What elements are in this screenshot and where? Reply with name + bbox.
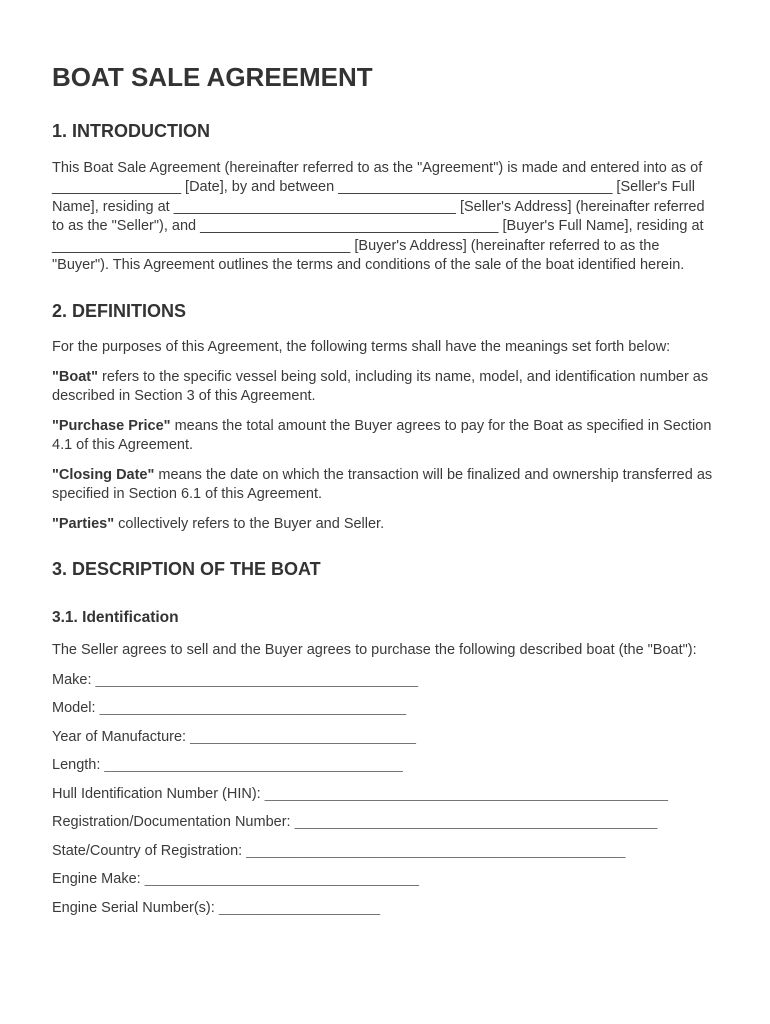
field-label: State/Country of Registration: <box>52 842 243 859</box>
field-row-engine-make <box>52 870 718 890</box>
definition-item-boat <box>52 368 718 407</box>
section-heading-description: 3. DESCRIPTION OF THE BOAT <box>52 559 321 580</box>
identification-lead: The Seller agrees to sell and the Buyer agrees to purchase the following described boat (the "Boat"): <box>52 642 697 659</box>
field-label: Model: <box>52 700 96 717</box>
field-label: Engine Serial Number(s): <box>52 899 215 916</box>
field-blank-line: _____________________________________ <box>104 757 403 774</box>
field-blank-line: __________________________________ <box>144 871 419 888</box>
field-row-hin <box>52 785 718 805</box>
document-title: BOAT SALE AGREEMENT <box>52 62 373 92</box>
definition-text: collectively refers to the Buyer and Seller. <box>118 515 385 532</box>
field-row-model <box>52 699 718 719</box>
field-blank-line: ____________________ <box>218 899 381 916</box>
definition-term: "Boat" <box>52 368 98 385</box>
definition-item-closing-date <box>52 466 718 505</box>
definitions-lead: For the purposes of this Agreement, the following terms shall have the meanings set forth below: <box>52 339 671 356</box>
field-blank-line: ______________________________________ <box>99 700 407 717</box>
introduction-paragraph: This Boat Sale Agreement (hereinafter referred to as the "Agreement") is made and entered into as of ________________ [Date], by and between __________________________________ [Seller's Full Name], residing at ___________________________________ [Seller's Address] (hereinafter referred to as the "Seller"), and _____________________________________ [Buyer's Full Name], residing at _____________________________________ [Buyer's Address] (hereinafter referred to as the "Buyer"). This Agreement outlines the terms and conditions of the sale of the boat identified herein. <box>52 159 705 274</box>
field-blank-line: _____________________________________________ <box>294 814 658 831</box>
field-label: Make: <box>52 671 92 688</box>
field-blank-line: ________________________________________ <box>95 671 419 688</box>
field-row-state-country-of-registration <box>52 842 718 862</box>
field-row-year-of-manufacture <box>52 728 718 748</box>
section-heading-definitions: 2. DEFINITIONS <box>52 300 187 321</box>
definition-term: "Closing Date" <box>52 466 155 483</box>
section-introduction <box>52 120 718 276</box>
field-row-make <box>52 671 718 691</box>
field-blank-line: ____________________________ <box>190 728 416 745</box>
field-label: Hull Identification Number (HIN): <box>52 785 261 802</box>
definition-term: "Parties" <box>52 515 115 532</box>
field-row-engine-serial-numbers <box>52 899 718 919</box>
section-heading-introduction: 1. INTRODUCTION <box>52 121 211 142</box>
section-definitions <box>52 300 718 535</box>
definition-item-parties <box>52 515 718 535</box>
definition-text: means the date on which the transaction will be finalized and ownership transferred as specified in Section 6.1 of this Agreement. <box>52 466 713 503</box>
definition-text: means the total amount the Buyer agrees to pay for the Boat as specified in Section 4.1 of this Agreement. <box>52 417 712 454</box>
subsection-heading-identification: 3.1. Identification <box>52 608 179 626</box>
field-label: Registration/Documentation Number: <box>52 814 291 831</box>
field-blank-line: __________________________________________________ <box>264 785 668 802</box>
definition-text: refers to the specific vessel being sold, including its name, model, and identification number as described in Section 3 of this Agreement. <box>52 368 709 405</box>
field-row-length <box>52 756 718 776</box>
field-label: Year of Manufacture: <box>52 728 187 745</box>
field-label: Length: <box>52 757 101 774</box>
field-row-registration-number <box>52 813 718 833</box>
field-label: Engine Make: <box>52 871 141 888</box>
field-blank-line: _______________________________________________ <box>246 842 626 859</box>
section-description-of-boat <box>52 558 718 918</box>
definition-item-purchase-price <box>52 417 718 456</box>
definition-term: "Purchase Price" <box>52 417 171 434</box>
